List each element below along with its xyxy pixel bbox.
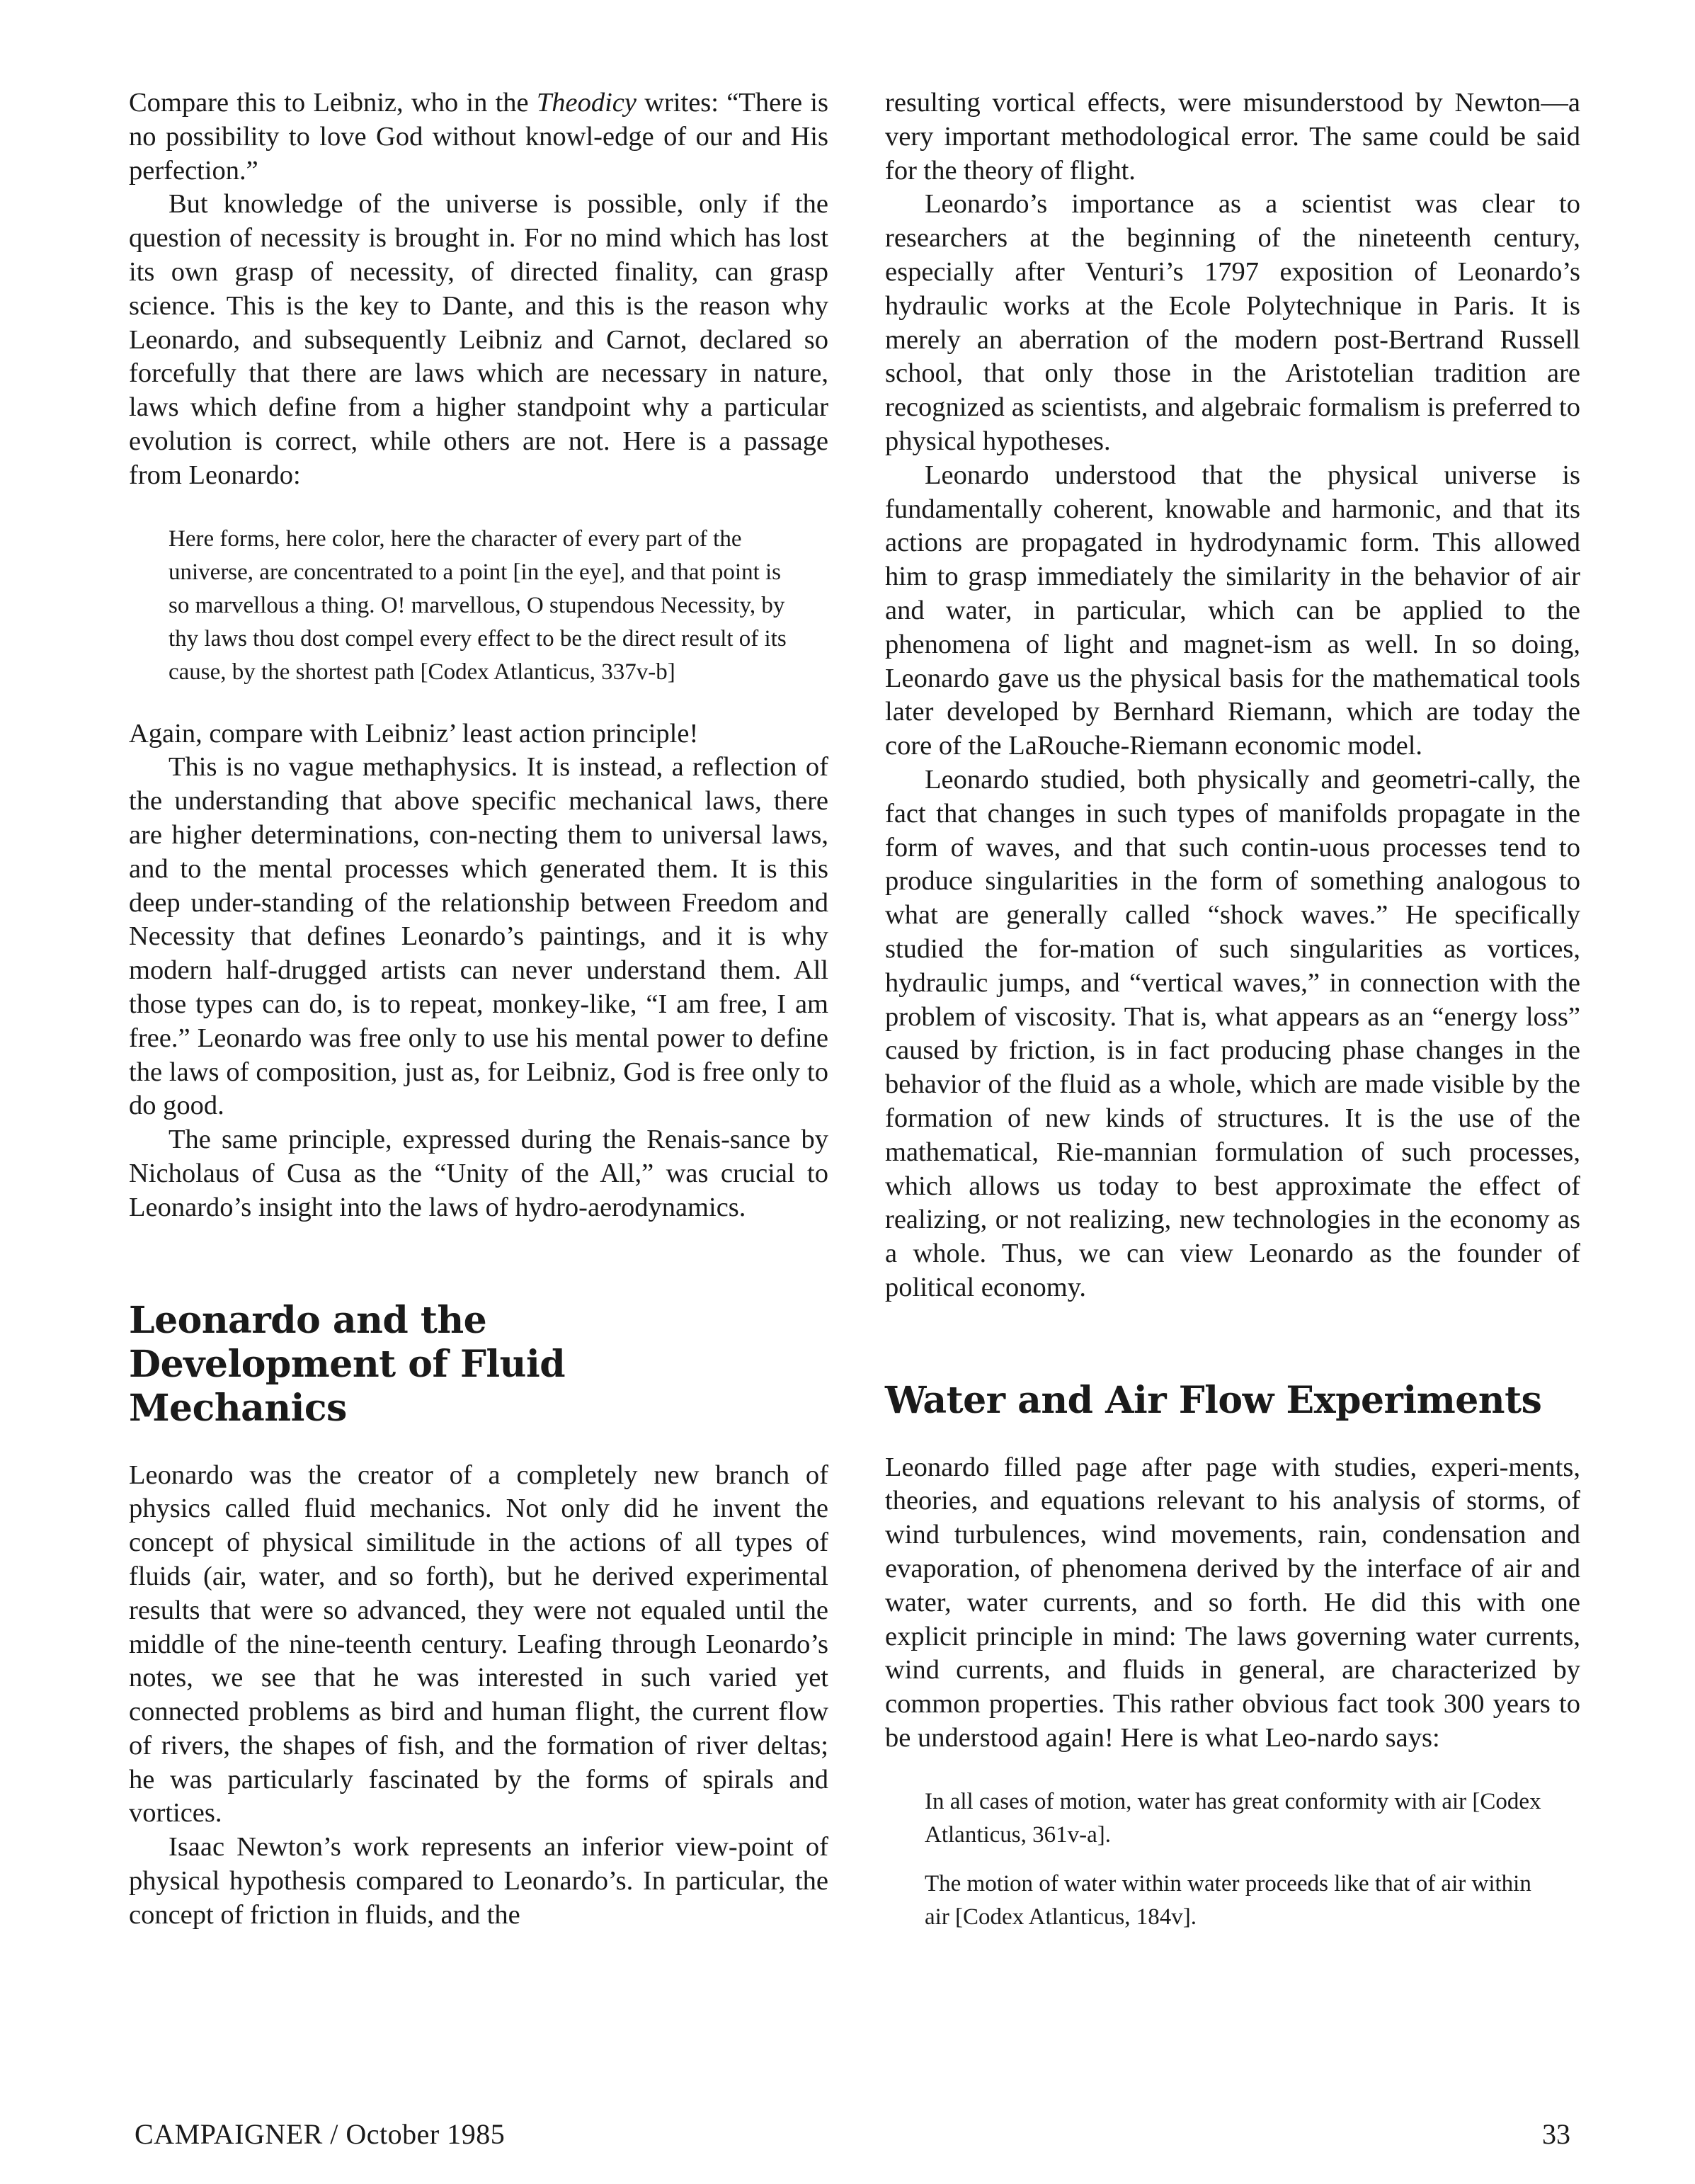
- paragraph: Leonardo filled page after page with studies, experi-ments, theories, and equations relevant to his analysis of storms, of wind turbulences, wind movements, rain, condensation and evaporation, of phenomena derived by the interface of air and water, water currents, and so forth. He did this with one explicit principle in mind: The laws governing water currents, wind currents, and fluids in general, are characterized by common properties. This rather obvious fact took 300 years to be understood again! Here is what Leo-nardo says:: [885, 1452, 1580, 1753]
- quote-text: The motion of water within water proceeds like that of air within air [Codex Atlanticus, 184v].: [925, 1870, 1531, 1930]
- block-quote: [169, 523, 807, 689]
- quote-text: In all cases of motion, water has great conformity with air [Codex Atlanticus, 361v-a].: [925, 1788, 1541, 1848]
- paragraph-text: writes: “There is no possibility to love God without knowl-edge of our and His perfection.”: [129, 88, 828, 186]
- right-column: [885, 86, 1580, 1962]
- paragraph: The same principle, expressed during the Renais-sance by Nicholaus of Cusa as the “Unity of the All,” was crucial to Leonardo’s insight into the laws of hydro-aerodynamics.: [129, 1125, 828, 1222]
- paragraph: resulting vortical effects, were misunderstood by Newton—a very important methodological error. The same could be said for the theory of flight.: [885, 88, 1580, 186]
- book-title: Theodicy: [536, 88, 637, 118]
- quote-text: Here forms, here color, here the character of every part of the universe, are concentrated to a point [in the eye], and that point is so marvellous a thing. O! marvellous, O stupendous Necessity, by thy laws thou dost compel every effect to be the direct result of its cause, by the shortest path [Codex Atlanticus, 337v-b]: [169, 525, 787, 685]
- paragraph: Isaac Newton’s work represents an inferior view-point of physical hypothesis compared to Leonardo’s. In particular, the concept of friction in fluids, and the: [129, 1832, 828, 1930]
- publication-footer: CAMPAIGNER / October 1985: [135, 2118, 506, 2150]
- page-number: 33: [1542, 2118, 1570, 2150]
- paragraph: Again, compare with Leibniz’ least action principle!: [129, 718, 699, 749]
- paragraph: This is no vague methaphysics. It is instead, a reflection of the understanding that above specific mechanical laws, there are higher determinations, con-necting them to universal laws, and to the mental processes which generated them. It is this deep under-standing of the relationship between Freedom and Necessity that defines Leonardo’s paintings, and it is why modern half-drugged artists can never understand them. All those types can do, is to repeat, monkey-like, “I am free, I am free.” Leonardo was free only to use his mental power to define the laws of composition, just as, for Leibniz, God is free only to do good.: [129, 752, 828, 1121]
- section-heading: Leonardo and the Development of Fluid Mechanics: [129, 1298, 566, 1430]
- paragraph: Leonardo was the creator of a completely new branch of physics called fluid mechanics. Not only did he invent the concept of physical similitude in the actions of all types of fluids (air, water, and so forth), but he derived experimental results that were so advanced, they were not equaled until the middle of the nine-teenth century. Leafing through Leonardo’s notes, we see that he was interested in such varied yet connected problems as bird and human flight, the current flow of rivers, the shapes of fish, and the formation of river deltas; he was particularly fascinated by the forms of spirals and vortices.: [129, 1460, 828, 1828]
- paragraph: Leonardo’s importance as a scientist was clear to researchers at the beginning of the nineteenth century, especially after Venturi’s 1797 exposition of Leonardo’s hydraulic works at the Ecole Polytechnique in Paris. It is merely an aberration of the modern post-Bertrand Russell school, that only those in the Aristotelian tradition are recognized as scientists, and algebraic formalism is preferred to physical hypotheses.: [885, 189, 1580, 456]
- paragraph-text: Compare this to Leibniz, who in the: [129, 88, 537, 118]
- paragraph: Leonardo understood that the physical universe is fundamentally coherent, knowable and harmonic, and that its actions are propagated in hydrodynamic form. This allowed him to grasp immediately the similarity in the behavior of air and water, in particular, which can be applied to the phenomena of light and magnet-ism as well. In so doing, Leonardo gave us the physical basis for the mathematical tools later developed by Bernhard Riemann, which are today the core of the LaRouche-Riemann economic model.: [885, 460, 1580, 761]
- block-quote: [925, 1785, 1559, 1934]
- paragraph: But knowledge of the universe is possible, only if the question of necessity is brought in. For no mind which has lost its own grasp of necessity, of directed finality, can grasp science. This is the key to Dante, and this is the reason why Leonardo, and subsequently Leibniz and Carnot, declared so forcefully that there are laws which are necessary in nature, laws which define from a higher standpoint why a particular evolution is correct, while others are not. Here is a passage from Leonardo:: [129, 189, 828, 490]
- paragraph: [129, 86, 828, 188]
- section-heading: Water and Air Flow Experiments: [885, 1378, 1542, 1422]
- left-column: [129, 86, 828, 1933]
- paragraph: Leonardo studied, both physically and geometri-cally, the fact that changes in such types of manifolds propagate in the form of waves, and that such contin-uous processes tend to produce singularities in the form of something analogous to what are generally called “shock waves.” He specifically studied the for-mation of such singularities as vortices, hydraulic jumps, and “vertical waves,” in connection with the problem of viscosity. That is, what appears as an “energy loss” caused by friction, is in fact producing phase changes in the behavior of the fluid as a whole, which are made visible by the formation of new kinds of structures. It is the use of the mathematical, Rie-mannian formulation of such processes, which allows us today to best approximate the effect of realizing, or not realizing, new technologies in the economy as a whole. Thus, we can view Leonardo as the founder of political economy.: [885, 764, 1580, 1302]
